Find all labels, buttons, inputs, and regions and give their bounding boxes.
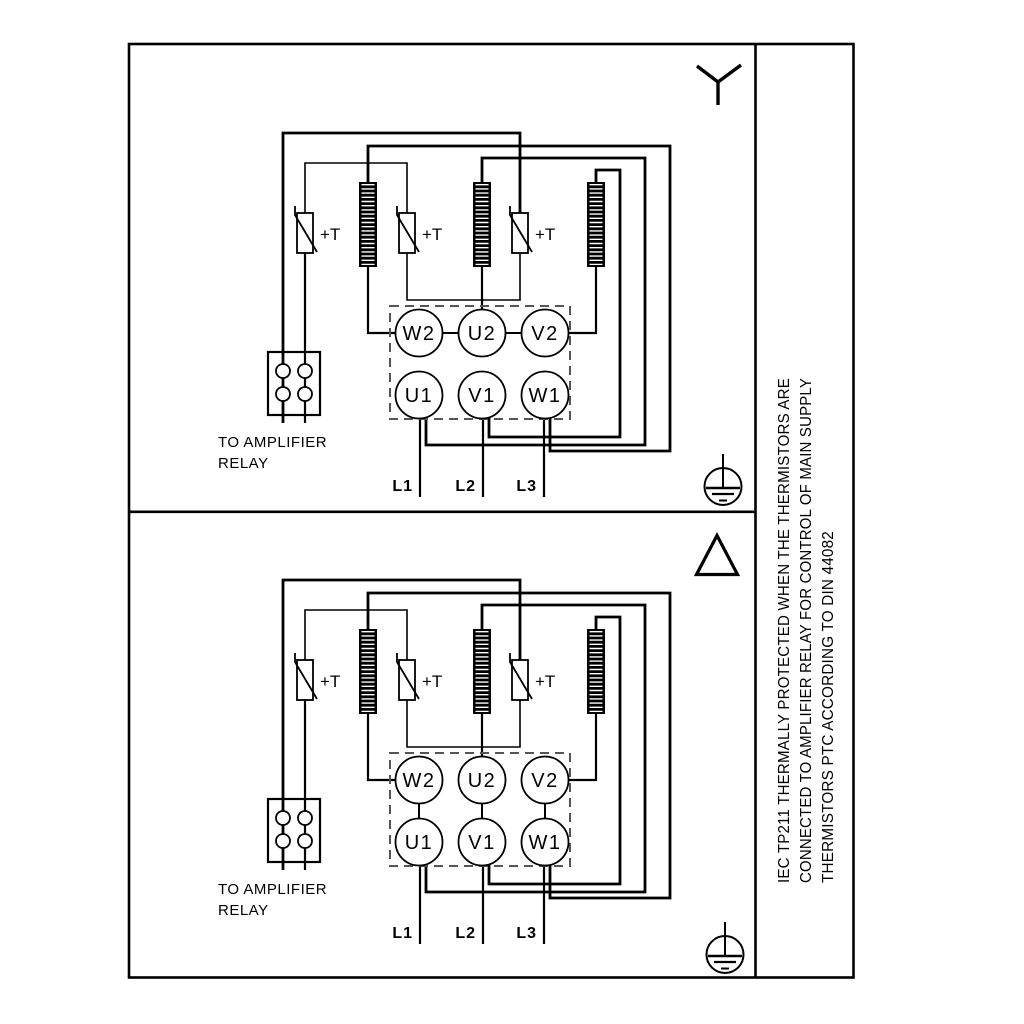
star-icon <box>697 65 741 105</box>
coil-winding-U <box>473 629 491 714</box>
terminal-label: U2 <box>467 770 497 792</box>
side-note-line2: CONNECTED TO AMPLIFIER RELAY FOR CONTROL OF MAIN SUPPLY <box>798 359 815 883</box>
relay-terminal <box>298 834 312 848</box>
star-coils <box>359 182 605 267</box>
terminal-label: W1 <box>528 832 562 854</box>
star-supply-labels <box>392 478 537 495</box>
relay-caption-line2: RELAY <box>218 455 269 472</box>
relay-box <box>268 352 320 415</box>
supply-label-L2: L2 <box>455 925 476 942</box>
relay-caption-line1: TO AMPLIFIER <box>218 881 328 898</box>
terminal-label: W2 <box>402 323 436 345</box>
terminal-label: U2 <box>467 323 497 345</box>
supply-label-L1: L1 <box>392 925 413 942</box>
terminal-label: V1 <box>468 385 496 407</box>
star-relay-connector <box>218 352 327 472</box>
thermistor-icon <box>295 653 340 700</box>
supply-label-L2: L2 <box>455 478 476 495</box>
panel-star <box>218 65 742 505</box>
relay-terminal <box>276 364 290 378</box>
thermistor-label: +T <box>535 672 556 691</box>
relay-caption-line2: RELAY <box>218 902 269 919</box>
relay-terminal <box>298 811 312 825</box>
thermistor-label: +T <box>320 225 341 244</box>
supply-label-L3: L3 <box>516 478 537 495</box>
coil-winding-V <box>587 629 605 714</box>
wire-thermistor1-thermistor2 <box>305 610 407 660</box>
coil-winding-W <box>359 182 377 267</box>
thermistor-icon <box>397 653 442 700</box>
wire-thermistor2-thermistor3 <box>407 253 520 300</box>
relay-caption-line1: TO AMPLIFIER <box>218 434 328 451</box>
coil-winding-V <box>587 182 605 267</box>
thermistor-icon <box>295 206 340 253</box>
delta-icon <box>697 536 738 575</box>
thermistor-label: +T <box>422 225 443 244</box>
thermistor-label: +T <box>422 672 443 691</box>
thermistor-icon <box>397 206 442 253</box>
coil-winding-W <box>359 629 377 714</box>
wire-coil3-to-V2 <box>569 714 597 780</box>
coil-winding-U <box>473 182 491 267</box>
terminal-label: W1 <box>528 385 562 407</box>
wire-coil1-to-W2 <box>368 267 396 333</box>
delta-thermistors <box>295 653 555 700</box>
relay-terminal <box>298 364 312 378</box>
panel-delta <box>218 536 744 974</box>
thermistor-icon <box>510 206 555 253</box>
wire-coil1-to-W2 <box>368 714 396 780</box>
thermistor-label: +T <box>320 672 341 691</box>
side-note <box>776 359 837 883</box>
star-terminal-block <box>390 306 570 419</box>
relay-terminal <box>276 834 290 848</box>
supply-label-L3: L3 <box>516 925 537 942</box>
thermistor-label: +T <box>535 225 556 244</box>
terminal-label: V2 <box>531 323 559 345</box>
delta-bridge-links <box>419 804 545 819</box>
supply-label-L1: L1 <box>392 478 413 495</box>
thermistor-icon <box>510 653 555 700</box>
star-thermistors <box>295 206 555 253</box>
side-note-line3: THERMISTORS PTC ACCORDING TO DIN 44082 <box>820 525 837 883</box>
wire-thermistor2-thermistor3 <box>407 700 520 747</box>
terminal-label: U1 <box>404 832 434 854</box>
terminal-label: V1 <box>468 832 496 854</box>
relay-terminal <box>298 387 312 401</box>
wire-thermistor1-thermistor2 <box>305 163 407 213</box>
relay-terminal <box>276 811 290 825</box>
wire-coil3-to-V2 <box>569 267 597 333</box>
side-note-line1: IEC TP211 THERMALLY PROTECTED WHEN THE THERMISTORS ARE <box>776 363 793 883</box>
relay-terminal <box>276 387 290 401</box>
terminal-label: W2 <box>402 770 436 792</box>
terminal-label: U1 <box>404 385 434 407</box>
delta-relay-connector <box>218 799 327 919</box>
ground-icon <box>705 454 742 505</box>
delta-supply-labels <box>392 925 537 942</box>
delta-terminal-block <box>390 753 570 866</box>
terminal-label: V2 <box>531 770 559 792</box>
ground-icon <box>707 922 744 973</box>
delta-coils <box>359 629 605 714</box>
relay-box <box>268 799 320 862</box>
